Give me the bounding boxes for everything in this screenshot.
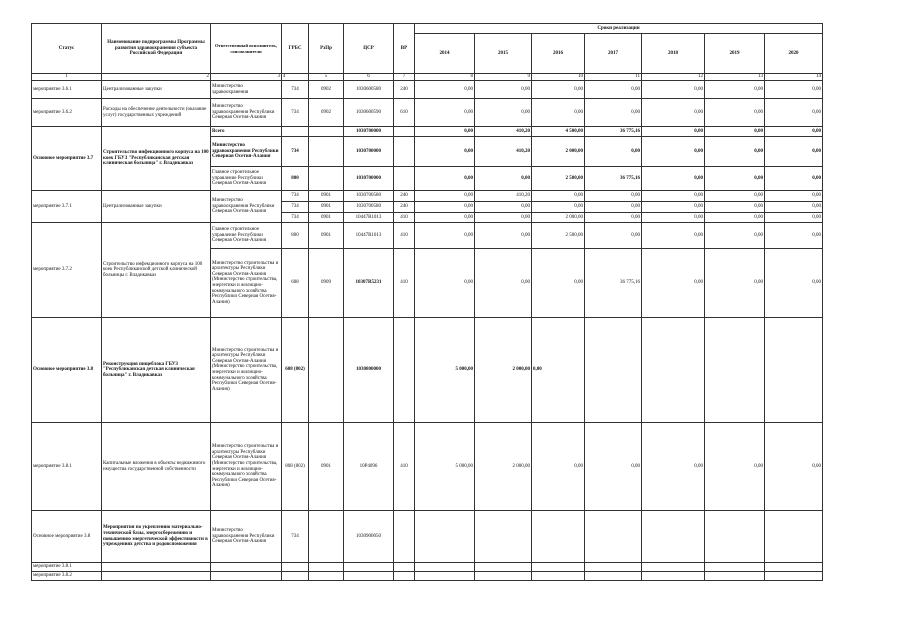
row-value: 0,00 [765,137,823,167]
col-number: 7 [394,74,415,81]
row-value [415,563,475,572]
header-year: 2020 [765,34,823,74]
row-value [532,511,585,563]
row-executor: Министерство строительства и архитектуры Республики Северная Осетия-Алания (Министерство строительства, энергетики и жилищно-коммунального хозяйства Республики Северная Осетия-Алания) [211,423,282,511]
row-csr: 1030700000 [344,127,394,137]
header-year: 2016 [532,34,585,74]
row-value: 0,00 [765,213,823,223]
col-number: 13 [705,74,765,81]
row-value: 0,00 [705,249,765,318]
row-vr: 240 [394,191,415,202]
row-vr: 240 [394,202,415,213]
row-value: 0,00 [585,423,642,511]
row-csr [344,572,394,581]
row-value: 2 000,00 [475,318,532,423]
row-value [705,563,765,572]
row-value: 0,00 [642,81,705,99]
row-value: 0,00 [585,191,642,202]
row-value: 0,00 [475,249,532,318]
row-value: 410,20 [475,191,532,202]
row-value: 0,00 [765,202,823,213]
header-grbs: ГРБС [282,24,309,74]
row-value: 0,00 [475,81,532,99]
row-vr [394,511,415,563]
row-value [765,563,823,572]
row-value: 0,00 [705,423,765,511]
row-rzpr [309,511,344,563]
row-value [642,511,705,563]
row-value: 0,00 [642,202,705,213]
table-row [32,127,823,137]
row-name [102,572,211,581]
row-csr: 10447R1013 [344,213,394,223]
row-value: 2 500,00 [532,223,585,249]
row-value: 0,00 [532,81,585,99]
col-number: 10 [532,74,585,81]
row-value: 0,00 [765,249,823,318]
row-value [765,511,823,563]
row-value: 36 775,16 [585,167,642,191]
row-value: 0,00 [415,202,475,213]
row-vr [394,167,415,191]
row-value [705,318,765,423]
col-number: 2 [102,74,211,81]
row-grbs: 734 [282,137,309,167]
row-executor: Главное строительное управление Республики Северная Осетия-Алания [211,223,282,249]
row-status: мероприятие 3.7.2 [32,223,102,318]
row-value: 0,00 [585,202,642,213]
row-value: 0,00 [642,99,705,127]
row-value: 0,00 [765,167,823,191]
row-csr [344,563,394,572]
row-value: 0,00 [415,213,475,223]
row-rzpr [309,137,344,167]
header-name: Наименование подпрограммы Программы развития здравоохранения субъекта Российской Федерации [102,24,211,74]
row-value: 0,00 [532,202,585,213]
row-value [532,572,585,581]
header-year: 2015 [475,34,532,74]
row-value: 0,00 [642,223,705,249]
row-value: 5 000,00 [415,318,475,423]
row-value: 0,00 [642,127,705,137]
row-grbs: 808 (802) [282,423,309,511]
row-executor [211,563,282,572]
row-value: 0,00 [705,167,765,191]
header-row-top [32,24,823,34]
row-rzpr: 0902 [309,81,344,99]
row-value: 0,00 [585,137,642,167]
column-number-row [32,74,823,81]
row-value: 0,00 [705,223,765,249]
row-value: 0,00 [642,423,705,511]
row-value: 2 500,00 [532,167,585,191]
row-value: 0,00 [705,202,765,213]
row-value: 0,00 [765,423,823,511]
table-row [32,191,823,202]
row-vr: 410 [394,223,415,249]
budget-table [31,23,823,581]
row-status: Основное мероприятие 3.8 [32,318,102,423]
row-value: 0,00 [532,99,585,127]
row-value: 0,00 [532,318,585,423]
row-executor: Министерство строительства и архитектуры Республики Северная Осетия-Алания (Министерство строительства, энергетики и жилищно-коммунального хозяйства Республики Северная Осетия-Алания) [211,249,282,318]
row-value: 0,00 [415,191,475,202]
row-csr: 1030900050 [344,511,394,563]
row-value: 0,00 [705,127,765,137]
row-csr: 1030700580 [344,202,394,213]
header-year: 2019 [705,34,765,74]
row-vr [394,127,415,137]
row-value: 0,00 [585,81,642,99]
row-value: 0,00 [705,213,765,223]
row-value: 0,00 [642,137,705,167]
col-number: 11 [585,74,642,81]
row-name: Реконструкция пищеблока ГБУЗ "Республиканская детская клиническая больница" г. Владикавказ [102,318,211,423]
row-value [585,572,642,581]
row-grbs: 734 [282,99,309,127]
row-csr: 10Р4096 [344,423,394,511]
row-rzpr: 0909 [309,249,344,318]
row-value: 0,00 [415,81,475,99]
row-rzpr: 0902 [309,99,344,127]
row-value [415,511,475,563]
row-value [585,318,642,423]
row-value [532,563,585,572]
header-year: 2014 [415,34,475,74]
row-csr: 1030800000 [344,318,394,423]
row-name: Централизованные закупки [102,191,211,223]
row-name: Строительство инфекционного корпуса на 100 коек ГБУЗ "Республиканская детская клиническая больница" г. Владикавказ [102,127,211,191]
header-year: 2018 [642,34,705,74]
row-value: 0,00 [765,223,823,249]
row-value: 0,00 [415,167,475,191]
row-csr: 1030700000 [344,167,394,191]
row-name: Мероприятия по укреплению материально-технической базы, энергосбережению и повышению энергетической эффективности в учреждениях детства и родовспоможения [102,511,211,563]
row-grbs: 608 [282,249,309,318]
row-value: 0,00 [642,191,705,202]
row-grbs [282,127,309,137]
row-executor: Министерство здравоохранения Республики Северная Осетия-Алания [211,191,282,223]
row-vr [394,318,415,423]
col-number: 5 [309,74,344,81]
row-value: 0,00 [475,202,532,213]
row-status: Основное мероприятие 3.8 [32,511,102,563]
table-row [32,572,823,581]
row-value: 0,00 [475,223,532,249]
table-row [32,423,823,511]
row-value: 0,00 [765,191,823,202]
row-value [475,563,532,572]
row-csr: 1030600590 [344,99,394,127]
row-value: 0,00 [642,213,705,223]
row-grbs: 734 [282,511,309,563]
row-status: мероприятие 3.8.2 [32,572,102,581]
row-value [475,511,532,563]
col-number: 3 [211,74,282,81]
row-value: 0,00 [642,249,705,318]
row-executor: Министерство здравоохранения [211,81,282,99]
row-executor: Министерство здравоохранения Республики Северная Осетия-Алания [211,511,282,563]
row-rzpr [309,318,344,423]
row-value: 0,00 [585,213,642,223]
row-rzpr: 0901 [309,423,344,511]
row-status: мероприятие 3.6.2 [32,99,102,127]
row-vr: 410 [394,423,415,511]
row-grbs: 734 [282,81,309,99]
row-csr: 10447R1013 [344,223,394,249]
header-period: Сроки реализации [415,24,823,34]
row-rzpr: 0901 [309,213,344,223]
row-value [642,318,705,423]
row-status: мероприятие 3.8.1 [32,563,102,572]
row-vr: 410 [394,249,415,318]
table-row [32,81,823,99]
row-value: 5 000,00 [415,423,475,511]
row-value [705,511,765,563]
row-csr: 1030700580 [344,191,394,202]
table-row [32,511,823,563]
row-value: 0,00 [705,99,765,127]
row-rzpr [309,167,344,191]
row-value: 0,00 [475,213,532,223]
row-value: 4 500,00 [532,127,585,137]
row-csr: 10307R5231 [344,249,394,318]
row-value [642,572,705,581]
header-status: Статус [32,24,102,74]
col-number: 9 [475,74,532,81]
row-name: Расходы на обеспечение деятельности (оказание услуг) государственных учреждений [102,99,211,127]
row-value [642,563,705,572]
row-vr [394,137,415,167]
row-status: мероприятие 3.7.1 [32,191,102,223]
row-executor: Министерство здравоохранения Республики Северная Осетия-Алания [211,137,282,167]
row-executor: Всего [211,127,282,137]
table-row [32,318,823,423]
col-number: 4 [282,74,309,81]
row-value: 0,00 [705,81,765,99]
row-value: 0,00 [532,423,585,511]
row-executor: Главное строительное управление Республики Северная Осетия-Алания [211,167,282,191]
row-executor: Министерство здравоохранения Республики Северная Осетия-Алания [211,99,282,127]
row-value: 0,00 [415,137,475,167]
row-value: 36 775,16 [585,249,642,318]
row-value: 0,00 [415,249,475,318]
header-rzpr: РзПр [309,24,344,74]
row-status: Основное мероприятие 3.7 [32,127,102,191]
col-number: 6 [344,74,394,81]
row-rzpr: 0901 [309,202,344,213]
row-grbs: 734 [282,213,309,223]
col-number: 8 [415,74,475,81]
row-value: 0,00 [765,99,823,127]
row-executor [211,572,282,581]
row-value: 0,00 [585,223,642,249]
row-value [585,563,642,572]
row-grbs: 734 [282,191,309,202]
table-row [32,223,823,249]
row-value: 2 000,00 [475,423,532,511]
row-value [415,572,475,581]
row-value: 0,00 [532,249,585,318]
row-csr: 1030600580 [344,81,394,99]
col-number: 12 [642,74,705,81]
row-name: Капитальные вложения в объекты недвижимого имущества государственной собственности [102,423,211,511]
row-value: 0,00 [585,99,642,127]
row-value: 36 775,16 [585,127,642,137]
row-grbs: 800 [282,223,309,249]
row-vr: 410 [394,213,415,223]
table-row [32,563,823,572]
row-rzpr [309,563,344,572]
row-value [765,318,823,423]
row-grbs: 734 [282,202,309,213]
row-grbs [282,572,309,581]
row-executor: Министерство строительства и архитектуры Республики Северная Осетия-Алания (Министерство строительства, энергетики и жилищно-коммунального хозяйства Республики Северная Осетия-Алания) [211,318,282,423]
row-value [765,572,823,581]
row-value: 2 000,00 [532,213,585,223]
row-value: 0,00 [765,127,823,137]
header-year: 2017 [585,34,642,74]
row-value: 0,00 [765,81,823,99]
row-vr: 610 [394,99,415,127]
row-value: 410,20 [475,137,532,167]
row-grbs: 800 [282,167,309,191]
header-csr: ЦСР [344,24,394,74]
row-grbs [282,563,309,572]
row-rzpr [309,127,344,137]
row-value [585,511,642,563]
table-row [32,99,823,127]
row-value: 0,00 [705,191,765,202]
row-value: 0,00 [642,167,705,191]
row-value [705,572,765,581]
header-vr: ВР [394,24,415,74]
row-value: 2 000,00 [532,137,585,167]
row-rzpr: 0901 [309,191,344,202]
row-value: 0,00 [475,167,532,191]
row-status: мероприятие 3.8.1 [32,423,102,511]
row-name [102,563,211,572]
row-name: Строительство инфекционного корпуса на 100 коек Республиканской детской клинической больницы г. Владикавказ [102,223,211,318]
row-vr: 240 [394,81,415,99]
row-rzpr [309,572,344,581]
row-grbs: 608 (802) [282,318,309,423]
row-value: 0,00 [415,223,475,249]
row-value: 0,00 [475,99,532,127]
row-value [475,572,532,581]
row-vr [394,563,415,572]
row-value: 0,00 [532,191,585,202]
row-name: Централизованные закупки [102,81,211,99]
row-value: 0,00 [415,127,475,137]
col-number: 1 [32,74,102,81]
row-value: 0,00 [705,137,765,167]
row-value: 410,20 [475,127,532,137]
header-executor: Ответственный исполнитель, соисполнители [211,24,282,74]
col-number: 14 [765,74,823,81]
row-rzpr: 0901 [309,223,344,249]
row-vr [394,572,415,581]
row-status: мероприятие 3.6.1 [32,81,102,99]
row-csr: 1030700000 [344,137,394,167]
row-value: 0,00 [415,99,475,127]
